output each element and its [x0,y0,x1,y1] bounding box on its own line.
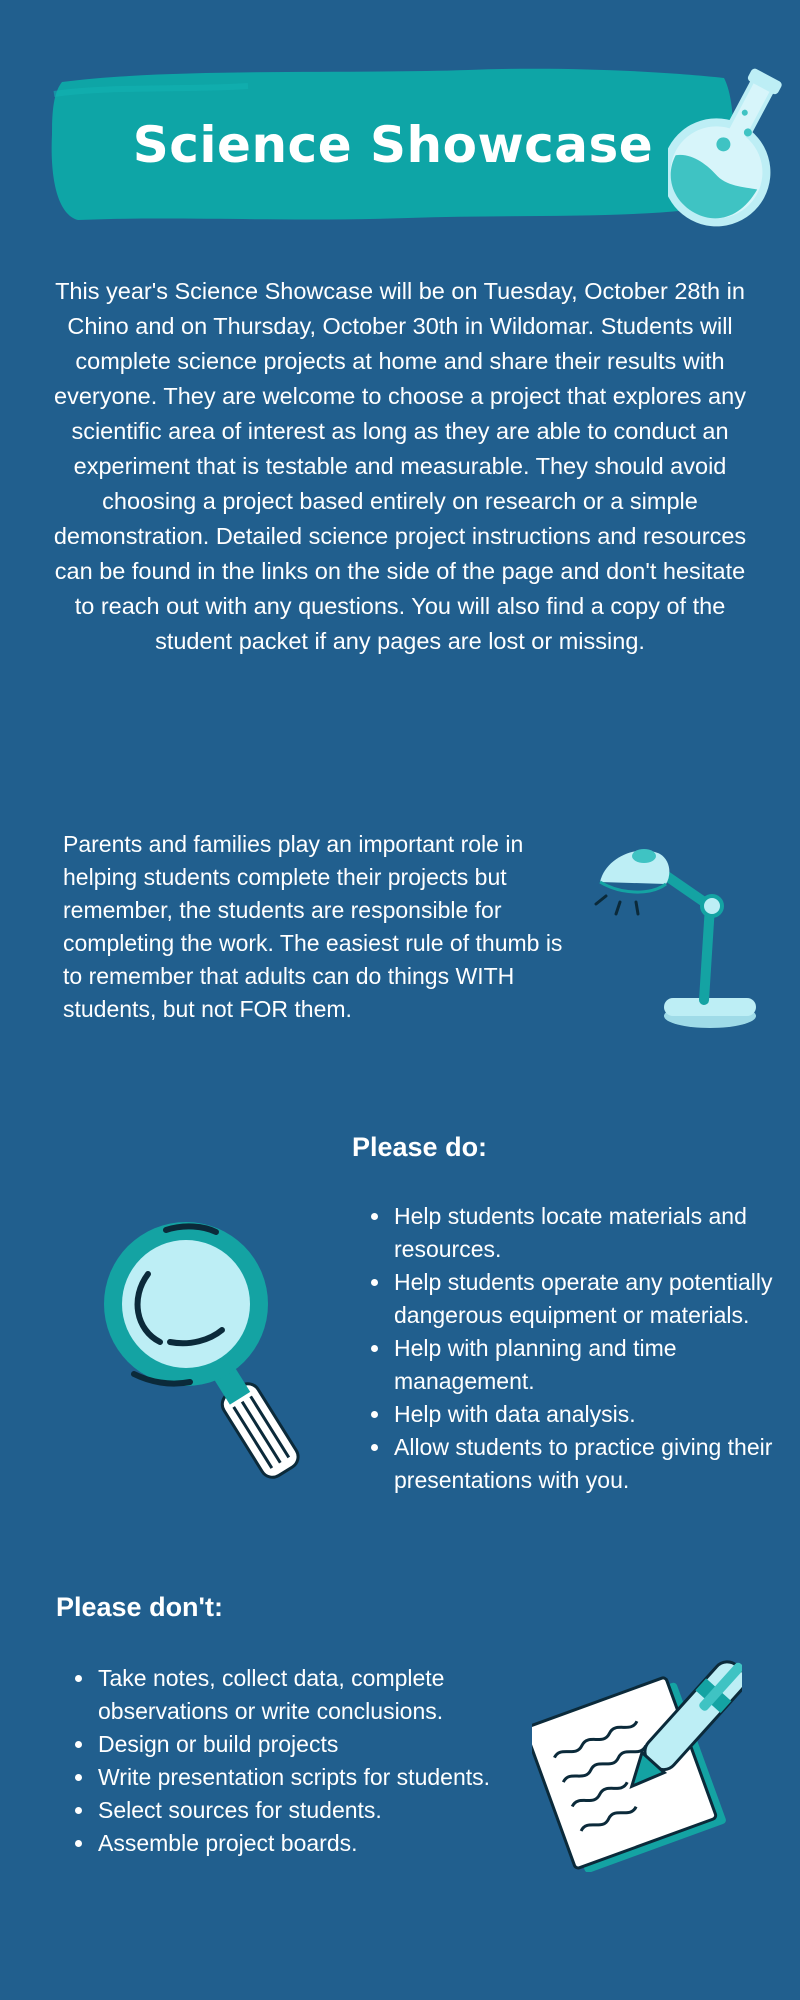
please-dont-list [70,1662,536,1860]
intro-paragraph: This year's Science Showcase will be on Tuesday, October 28th in Chino and on Thursday, October 30th in Wildomar. Students will complete science projects at home and share their results with everyone. They are welcome to choose a project that explores any scientific area of interest as long as they are able to conduct an experiment that is testable and measurable. They should avoid choosing a project based entirely on research or a simple demonstration. Detailed science project instructions and resources can be found in the links on the side of the page and don't hesitate to reach out with any questions. You will also find a copy of the student packet if any pages are lost or missing. [53,278,747,654]
list-item: • Assemble project boards. [96,1827,536,1860]
please-do-list [366,1200,792,1497]
notepad-pen-icon [532,1652,742,1872]
list-item: • Help students operate any potentially dangerous equipment or materials. [392,1266,792,1332]
magnifying-glass-icon [100,1218,320,1498]
parents-paragraph: Parents and families play an important role in helping students complete their projects but remember, the students are responsible for completing the work. The easiest rule of thumb is to remember that adults can do things WITH students, but not FOR them. [63,831,563,1022]
list-item: • Help with planning and time management. [392,1332,792,1398]
page-title: Science Showcase [132,116,654,174]
list-item: • Design or build projects [96,1728,536,1761]
list-item: • Take notes, collect data, complete observations or write conclusions. [96,1662,536,1728]
list-item: • Write presentation scripts for students. [96,1761,536,1794]
please-do-heading: Please do: [352,1132,488,1162]
list-item: • Select sources for students. [96,1794,536,1827]
flask-icon [668,62,784,234]
list-item: • Help with data analysis. [392,1398,792,1431]
title-banner [48,64,738,226]
desk-lamp-icon [590,840,760,1030]
list-item: • Allow students to practice giving their presentations with you. [392,1431,792,1497]
please-dont-heading: Please don't: [56,1592,223,1622]
list-item: • Help students locate materials and resources. [392,1200,792,1266]
